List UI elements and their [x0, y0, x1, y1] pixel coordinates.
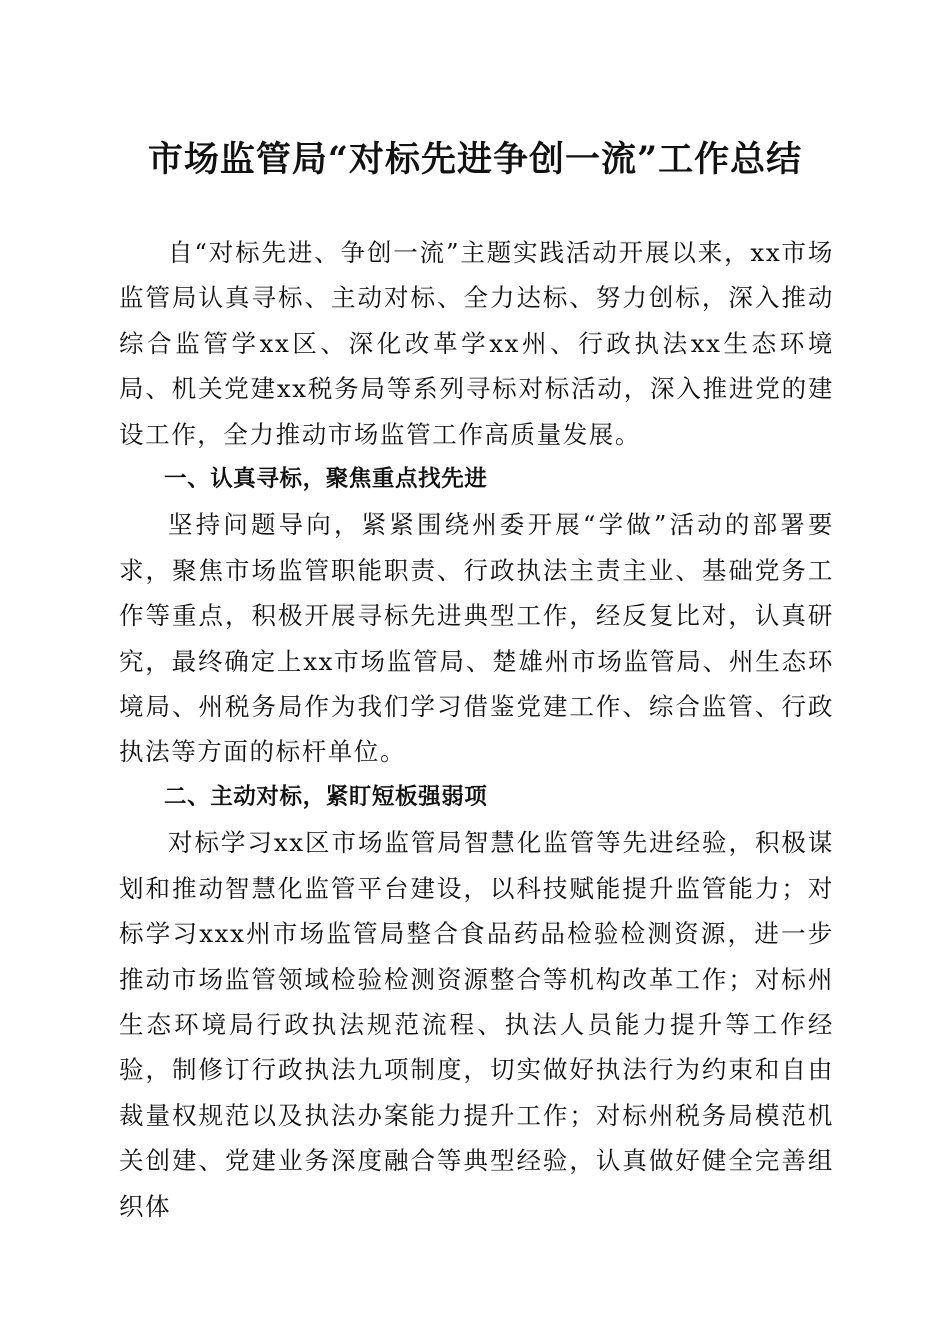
document-body	[119, 230, 834, 1229]
section-2-paragraph: 对标学习xx区市场监管局智慧化监管等先进经验，积极谋划和推动智慧化监管平台建设，以科技赋能提升监管能力；对标学习xxx州市场监管局整合食品药品检验检测资源，进一步推动市场监管领域检验检测资源整合等机构改革工作；对标州生态环境局行政执法规范流程、执法人员能力提升等工作经验，制修订行政执法九项制度，切实做好执法行为约束和自由裁量权规范以及执法办案能力提升工作；对标州税务局模范机关创建、党建业务深度融合等典型经验，认真做好健全完善组织体	[119, 828, 834, 1221]
intro-paragraph: 自“对标先进、争创一流”主题实践活动开展以来，xx市场监管局认真寻标、主动对标、全力达标、努力创标，深入推动综合监管学xx区、深化改革学xx州、行政执法xx生态环境局、机关党建xx税务局等系列寻标对标活动，深入推进党的建设工作，全力推动市场监管工作高质量发展。	[119, 238, 834, 449]
section-1-paragraph: 坚持问题导向，紧紧围绕州委开展“学做”活动的部署要求，聚焦市场监管职能职责、行政执法主责主业、基础党务工作等重点，积极开展寻标先进典型工作，经反复比对，认真研究，最终确定上xx市场监管局、楚雄州市场监管局、州生态环境局、州税务局作为我们学习借鉴党建工作、综合监管、行政执法等方面的标杆单位。	[119, 510, 834, 767]
section-heading-1: 一、认真寻标，聚焦重点找先进	[164, 466, 488, 493]
document-title: 市场监管局“对标先进争创一流”工作总结	[147, 139, 803, 180]
section-heading-2: 二、主动对标，紧盯短板强弱项	[164, 783, 488, 810]
